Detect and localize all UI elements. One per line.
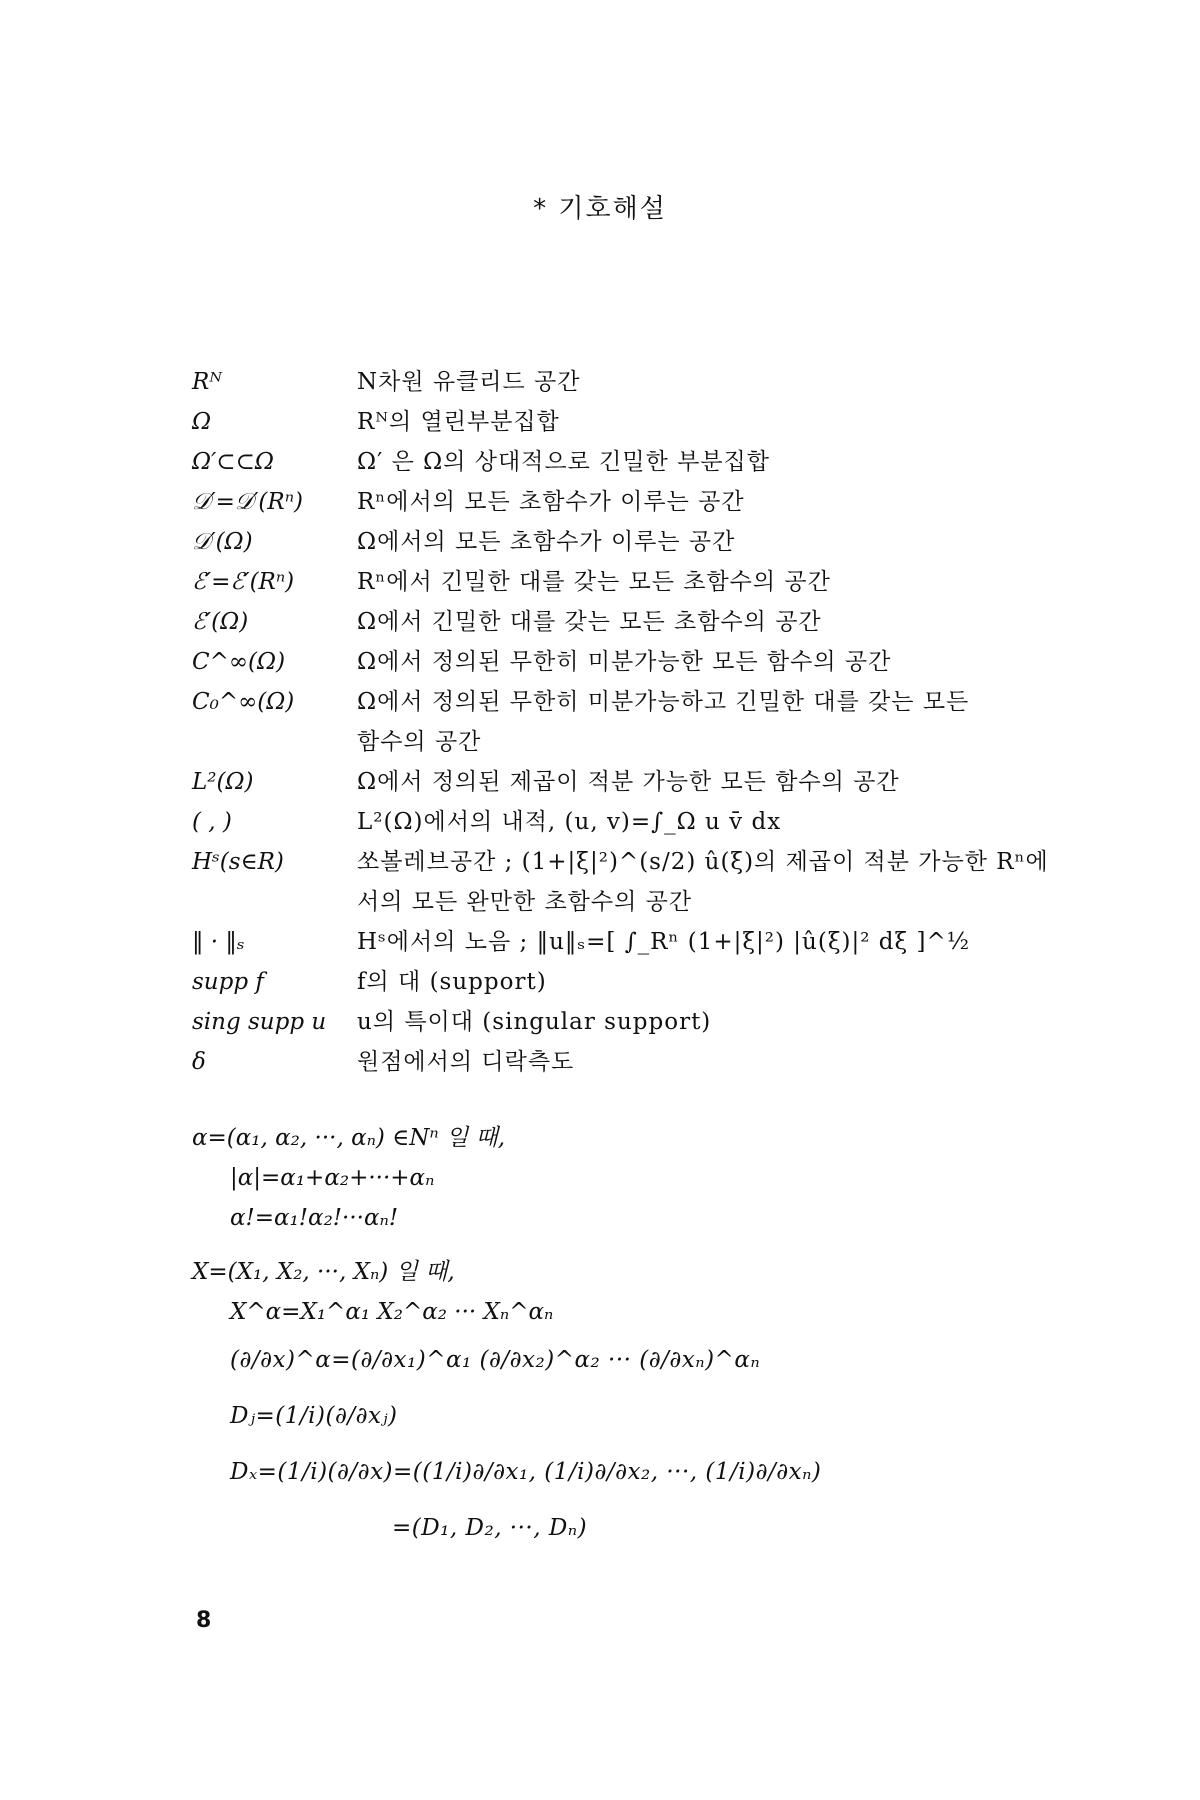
formula-line: Dⱼ=(1/i)(∂/∂xⱼ) bbox=[230, 1403, 398, 1429]
definition-row bbox=[192, 802, 1062, 842]
definition-text: Rⁿ에서의 모든 초함수가 이루는 공간 bbox=[357, 489, 745, 515]
definition-row bbox=[192, 442, 1062, 482]
definition-text: Ω에서 정의된 무한히 미분가능하고 긴밀한 대를 갖는 모든 bbox=[357, 689, 970, 715]
formula-line: α!=α₁!α₂!···αₙ! bbox=[230, 1205, 399, 1231]
definition-text: Rⁿ에서 긴밀한 대를 갖는 모든 초함수의 공간 bbox=[357, 569, 831, 595]
definition-symbol: Hˢ(s∈R) bbox=[192, 849, 284, 875]
definition-row bbox=[192, 962, 1062, 1002]
formula-line: (∂/∂x)^α=(∂/∂x₁)^α₁ (∂/∂x₂)^α₂ ··· (∂/∂xₙ)^αₙ bbox=[230, 1347, 761, 1373]
formula-line: =(D₁, D₂, ···, Dₙ) bbox=[392, 1515, 588, 1541]
definition-text: 서의 모든 완만한 초함수의 공간 bbox=[357, 889, 693, 915]
page-title: * 기호해설 bbox=[533, 194, 667, 224]
definition-row bbox=[192, 922, 1062, 962]
definition-symbol: ‖ · ‖ₛ bbox=[192, 929, 245, 955]
definition-text: 쏘볼레브공간 ; (1+|ξ|²)^(s/2) û(ξ)의 제곱이 적분 가능한 Rⁿ에 bbox=[357, 849, 1049, 875]
definition-text: Rᴺ의 열린부분집합 bbox=[357, 409, 560, 435]
multi-index-formulas bbox=[192, 1118, 505, 1238]
definition-text: Hˢ에서의 노음 ; ‖u‖ₛ=[ ∫_Rⁿ (1+|ξ|²) |û(ξ)|² dξ ]^½ bbox=[357, 929, 971, 955]
definition-text: u의 특이대 (singular support) bbox=[357, 1009, 712, 1035]
definition-symbol: C^∞(Ω) bbox=[192, 649, 286, 675]
definition-list bbox=[192, 362, 1062, 1082]
definition-text: Ω′ 은 Ω의 상대적으로 긴밀한 부분집합 bbox=[357, 449, 770, 475]
definition-symbol: ℰ′=ℰ′(Rⁿ) bbox=[192, 569, 295, 595]
definition-text: 함수의 공간 bbox=[357, 729, 482, 755]
formula-line: Dₓ=(1/i)(∂/∂x)=((1/i)∂/∂x₁, (1/i)∂/∂x₂, ···, (1/i)∂/∂xₙ) bbox=[230, 1459, 822, 1485]
definition-symbol: 𝒟′(Ω) bbox=[192, 529, 253, 555]
definition-row bbox=[192, 1042, 1062, 1082]
definition-row bbox=[192, 522, 1062, 562]
definition-row bbox=[192, 642, 1062, 682]
definition-symbol: sing supp u bbox=[192, 1009, 327, 1035]
definition-row bbox=[192, 842, 1062, 882]
definition-symbol: 𝒟′=𝒟′(Rⁿ) bbox=[192, 489, 304, 515]
definition-row bbox=[192, 762, 1062, 802]
definition-text: 원점에서의 디락측도 bbox=[357, 1049, 575, 1075]
definition-text: f의 대 (support) bbox=[357, 969, 547, 995]
definition-symbol: Ω′⊂⊂Ω bbox=[192, 449, 274, 475]
definition-symbol: supp f bbox=[192, 969, 264, 995]
definition-symbol: Ω bbox=[192, 409, 212, 435]
formula-line: α=(α₁, α₂, ···, αₙ) ∈Nⁿ 일 때, bbox=[192, 1125, 506, 1151]
definition-symbol: ( , ) bbox=[192, 809, 232, 835]
formula-line: |α|=α₁+α₂+···+αₙ bbox=[230, 1165, 435, 1191]
formula-line: X^α=X₁^α₁ X₂^α₂ ··· Xₙ^αₙ bbox=[230, 1299, 554, 1325]
definition-row bbox=[192, 482, 1062, 522]
definition-text: L²(Ω)에서의 내적, (u, v)=∫_Ω u v̄ dx bbox=[357, 809, 782, 835]
definition-text: Ω에서 정의된 무한히 미분가능한 모든 함수의 공간 bbox=[357, 649, 892, 675]
derivative-formulas bbox=[192, 1252, 821, 1556]
definition-row-continued bbox=[192, 722, 1062, 762]
definition-row bbox=[192, 362, 1062, 402]
definition-row bbox=[192, 402, 1062, 442]
formula-line: X=(X₁, X₂, ···, Xₙ) 일 때, bbox=[192, 1259, 455, 1285]
definition-symbol: C₀^∞(Ω) bbox=[192, 689, 295, 715]
definition-symbol: ℰ′(Ω) bbox=[192, 609, 249, 635]
definition-row-continued bbox=[192, 882, 1062, 922]
definition-symbol: Rᴺ bbox=[192, 369, 222, 395]
definition-row bbox=[192, 682, 1062, 722]
definition-row bbox=[192, 602, 1062, 642]
definition-text: Ω에서 정의된 제곱이 적분 가능한 모든 함수의 공간 bbox=[357, 769, 900, 795]
definition-row bbox=[192, 1002, 1062, 1042]
page-number: 8 bbox=[196, 1608, 212, 1633]
definition-text: Ω에서의 모든 초함수가 이루는 공간 bbox=[357, 529, 736, 555]
definition-text: Ω에서 긴밀한 대를 갖는 모든 초함수의 공간 bbox=[357, 609, 822, 635]
definition-row bbox=[192, 562, 1062, 602]
definition-text: N차원 유클리드 공간 bbox=[357, 369, 581, 395]
definition-symbol: δ bbox=[192, 1049, 206, 1075]
definition-symbol: L²(Ω) bbox=[192, 769, 254, 795]
